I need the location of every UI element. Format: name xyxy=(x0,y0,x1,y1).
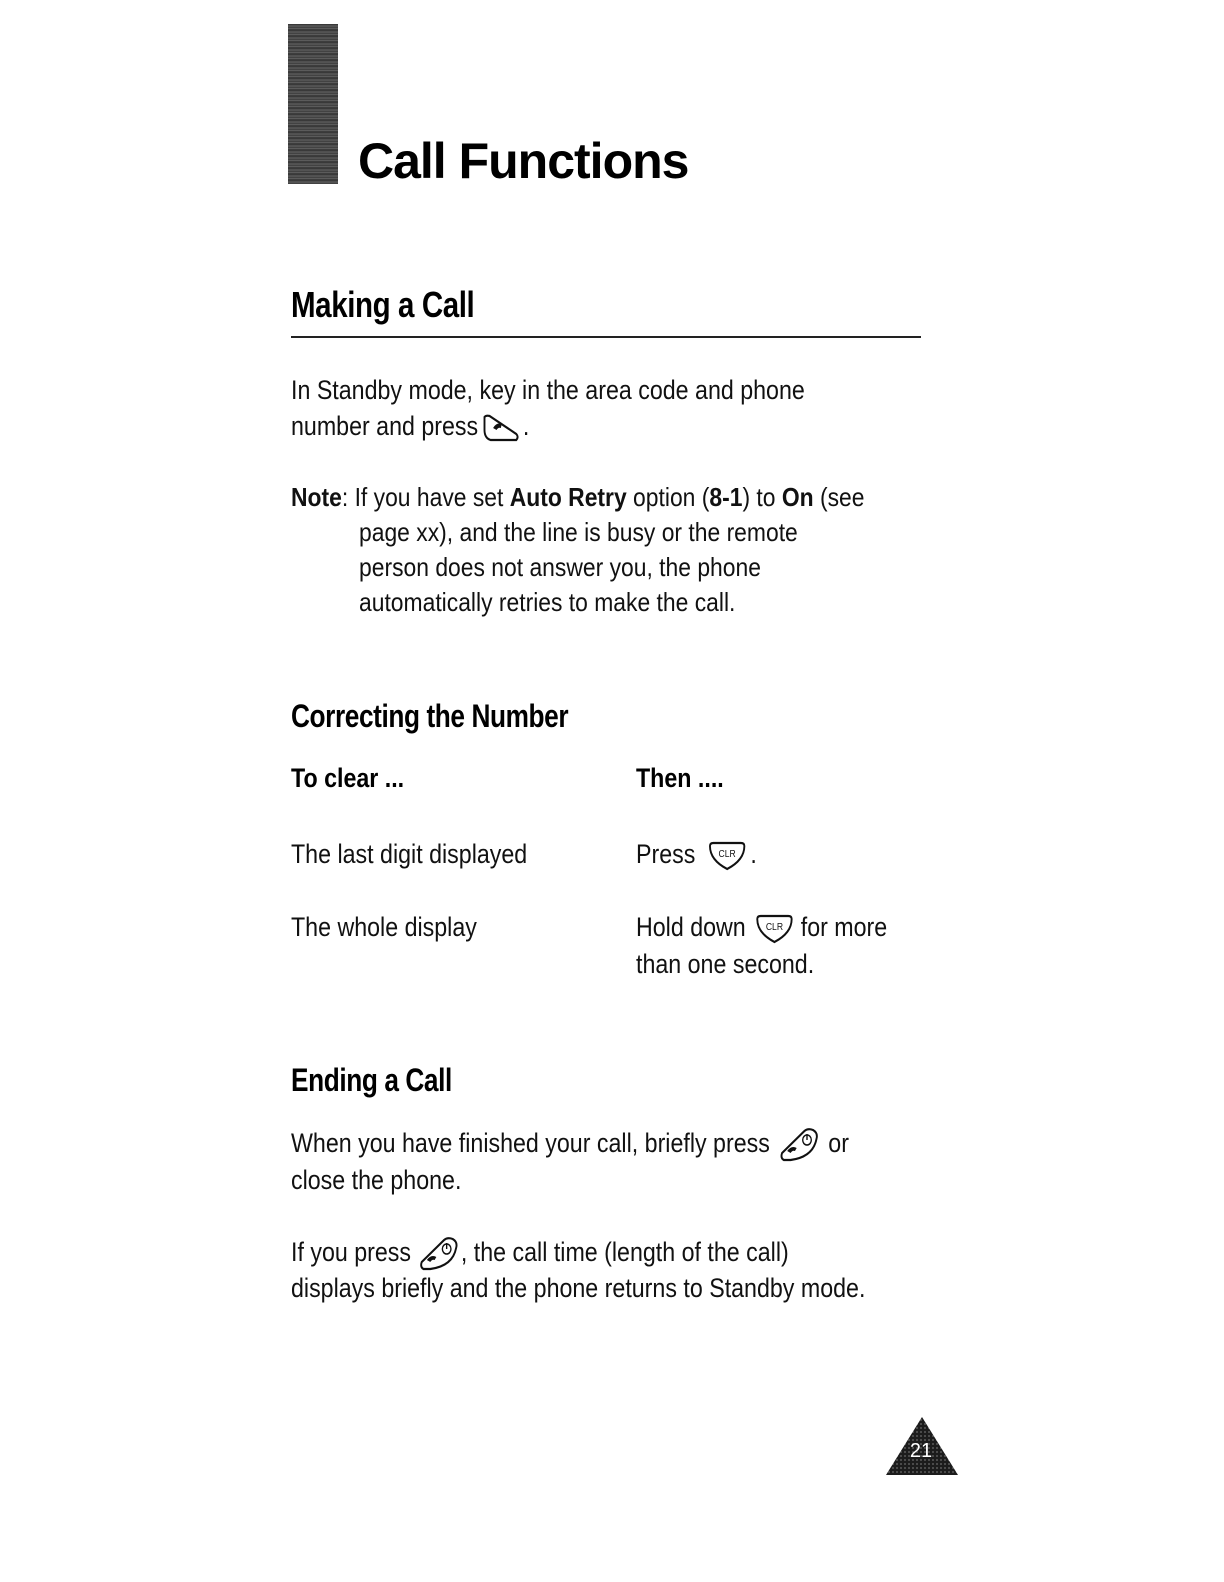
then-action-hold-clr: Hold down CLR for more xyxy=(636,909,887,945)
then-action-press-clr: Press CLR . xyxy=(636,836,757,872)
svg-text:CLR: CLR xyxy=(718,848,736,860)
then-action-hold-clr-line-2: than one second. xyxy=(636,949,815,979)
making-call-paragraph-line-2: number and press . xyxy=(291,411,530,441)
on-value: On xyxy=(781,482,814,512)
clear-option-whole-display: The whole display xyxy=(291,912,477,942)
end-power-key-icon xyxy=(778,1127,819,1163)
svg-text:CLR: CLR xyxy=(765,921,783,933)
ending-paragraph-1-line-2: close the phone. xyxy=(291,1165,462,1195)
subsection-heading-correcting-number: Correcting the Number xyxy=(291,698,569,734)
page-number: 21 xyxy=(909,1440,933,1462)
section-heading-making-a-call: Making a Call xyxy=(291,284,475,325)
ending-paragraph-2-line-1: If you press , the call time (length of the call) xyxy=(291,1234,789,1272)
chapter-title: Call Functions xyxy=(358,133,689,189)
subsection-heading-ending-a-call: Ending a Call xyxy=(291,1062,452,1098)
end-power-key-icon xyxy=(418,1236,459,1272)
ending-paragraph-1-line-1: When you have finished your call, briefly press or xyxy=(291,1125,849,1163)
send-key-icon xyxy=(482,413,520,443)
section-divider xyxy=(291,336,921,338)
chapter-tab-bar xyxy=(288,24,338,184)
note-label: Note xyxy=(291,482,342,512)
clr-key-icon xyxy=(754,913,794,945)
ending-paragraph-2-line-2: displays briefly and the phone returns to Standby mode. xyxy=(291,1273,866,1303)
note-line-4: automatically retries to make the call. xyxy=(359,587,736,617)
making-call-paragraph-line-1: In Standby mode, key in the area code and phone xyxy=(291,375,805,405)
column-header-then: Then .... xyxy=(636,763,724,793)
auto-retry-term: Auto Retry xyxy=(509,482,627,512)
column-header-to-clear: To clear ... xyxy=(291,763,405,793)
clr-key-icon xyxy=(707,840,747,872)
clear-option-last-digit: The last digit displayed xyxy=(291,839,528,869)
note-line-3: person does not answer you, the phone xyxy=(359,552,761,582)
menu-code: 8-1 xyxy=(709,482,743,512)
note-line-2: page xx), and the line is busy or the remote xyxy=(359,517,798,547)
note-line-1: Note: If you have set Auto Retry option (8-1) to On (see xyxy=(291,482,865,512)
